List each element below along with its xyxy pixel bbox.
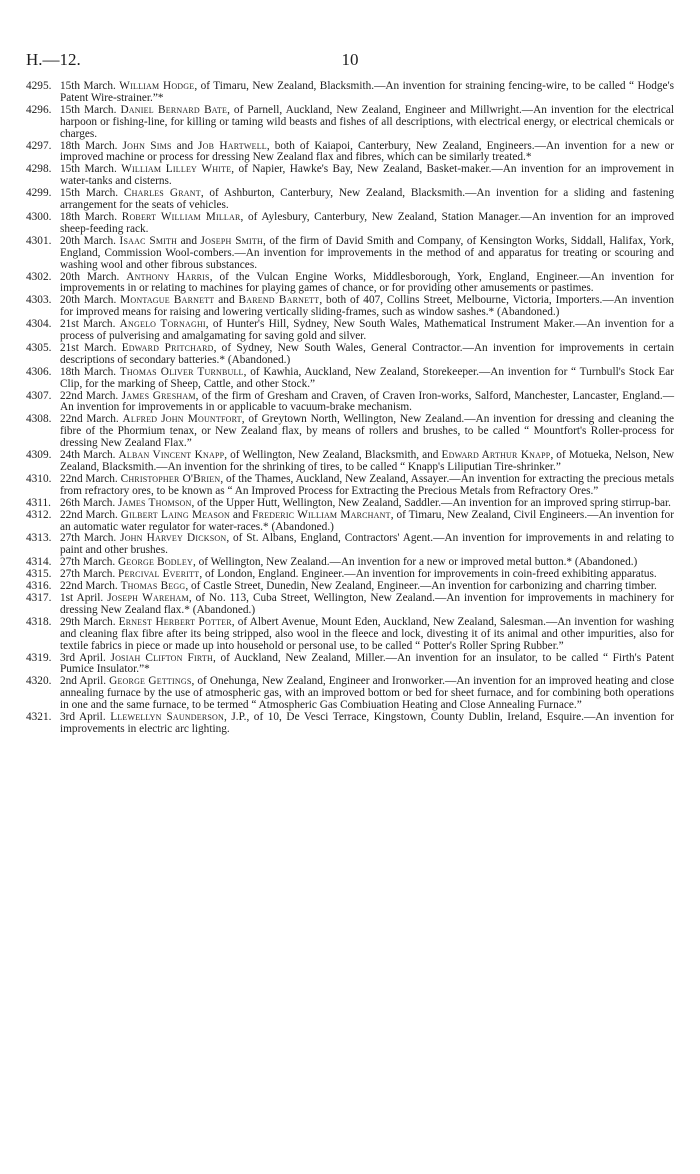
patent-entry (26, 81, 674, 105)
applicant-name: Montague Barnett (120, 294, 215, 307)
entry-date: 15th March. (60, 103, 117, 116)
entry-number: 4301. (26, 234, 52, 247)
patent-entry (26, 593, 674, 617)
entry-date: 27th March. (60, 532, 117, 545)
entry-number: 4297. (26, 139, 52, 152)
patent-entry (26, 141, 674, 165)
entry-description: , of Kawhia, Auckland, New Zealand, Storekeeper.—An invention for “ Turnbull's Stock Ear Clip, for the marking of Sheep, Cattle, and other Stock.” (60, 365, 674, 390)
applicant-name: James Gresham (121, 389, 196, 402)
document-reference: H.—12. (26, 50, 81, 69)
applicant-name: Ernest Herbert Potter (118, 615, 232, 628)
applicant-name: Llewellyn Saunderson (110, 711, 224, 724)
entry-description: , of Onehunga, New Zealand, Engineer and Ironworker.—An invention for an improved heating and close annealing furnace by the use of atmospheric gas, with an improved bottom or bed for sheet furnace, and for combining both operations in one and the same furnace, to be termed “ Atmospheric Gas Combiuation Heating and Close Annealing Furnace.” (60, 675, 675, 712)
entry-date: 3rd April. (60, 651, 106, 664)
entry-number: 4316. (26, 580, 52, 593)
patent-entry (26, 272, 674, 296)
entry-date: 1st April. (60, 591, 104, 604)
entry-date: 2nd April. (60, 675, 107, 688)
entry-date: 3rd April. (60, 711, 106, 724)
entry-date: 24th March. (60, 449, 116, 462)
applicant-name: Job Hartwell (198, 139, 267, 152)
entry-date: 22nd March. (60, 472, 118, 485)
entry-date: 29th March. (60, 615, 116, 628)
applicant-name: Gilbert Laing Meason (120, 508, 230, 521)
patent-entry (26, 450, 674, 474)
entry-date: 22nd March. (60, 389, 119, 402)
applicant-name: Alfred John Mountfort (122, 413, 242, 426)
entry-number: 4305. (26, 341, 52, 354)
entry-date: 20th March. (60, 234, 116, 247)
entry-number: 4310. (26, 472, 52, 485)
applicant-name: Barend Barnett (238, 294, 320, 307)
entry-description: , of Aylesbury, Canterbury, New Zealand, Station Manager.—An invention for an improved sheep-feeding rack. (60, 210, 675, 235)
applicant-name: Alban Vincent Knapp (118, 449, 225, 462)
entry-number: 4308. (26, 413, 52, 426)
name-separator: and (171, 139, 199, 152)
entry-description: , of Sydney, New South Wales, General Contractor.—An invention for improvements in certain descriptions of secondary batteries.* (Abandoned.) (60, 341, 675, 366)
applicant-name: Edward Pritchard (121, 341, 214, 354)
entry-description: , of Timaru, New Zealand, Civil Engineers.—An invention for an automatic water regulator for water-races.* (Abandoned.) (60, 508, 674, 533)
entry-description: , of London, England. Engineer.—An invention for improvements in coin-freed exhibiting apparatus. (199, 568, 657, 581)
entry-description: , both of 407, Collins Street, Melbourne, Victoria, Importers.—An invention for improved means for raising and lowering vertically sliding-frames, such as window sashes.* (Abandoned.) (60, 294, 675, 319)
entry-date: 27th March. (60, 568, 116, 581)
entry-description: , of Greytown North, Wellington, New Zealand.—An invention for dressing and cleaning the fibre of the Phormium tenax, or New Zealand flax, by means of rollers and brushes, to be called “ Mountfort's Roller-process for dressing New Zealand Flax.” (60, 413, 674, 450)
entry-number: 4315. (26, 568, 52, 581)
applicant-name: Isaac Smith (119, 234, 178, 247)
entry-description: , of Castle Street, Dunedin, New Zealand, Engineer.—An invention for carbonizing and charring timber. (185, 580, 657, 593)
entry-description: , J.P., of 10, De Vesci Terrace, Kingstown, County Dublin, Ireland, Esquire.—An invention for improvements in electric arc lighting. (60, 711, 674, 735)
page-number: 10 (341, 50, 359, 69)
entry-date: 21st March. (60, 318, 116, 331)
applicant-name: Daniel Bernard Bate (120, 103, 228, 116)
patent-entry (26, 367, 674, 391)
patent-entry (26, 188, 674, 212)
entry-number: 4317. (26, 591, 52, 604)
entry-description: , of Timaru, New Zealand, Blacksmith.—An invention for straining fencing-wire, to be called “ Hodge's Patent Wire-strainer.”* (60, 80, 675, 104)
patent-entry (26, 319, 674, 343)
patent-entry (26, 343, 674, 367)
entry-description: , of the Upper Hutt, Wellington, New Zealand, Saddler.—An invention for an improved spring stirrup-bar. (191, 496, 671, 509)
patent-entry (26, 533, 674, 557)
applicant-name: Thomas Oliver Turnbull (119, 365, 244, 378)
name-separator: , of Wellington, New Zealand, Blacksmith, and (224, 449, 442, 462)
patent-entry (26, 676, 674, 712)
entry-date: 18th March. (60, 365, 117, 378)
entry-description: , of Ashburton, Canterbury, New Zealand, Blacksmith.—An invention for a sliding and fastening arrangement for the seats of vehicles. (60, 187, 675, 212)
patent-entry (26, 414, 674, 450)
entry-number: 4296. (26, 103, 52, 116)
entry-number: 4302. (26, 270, 52, 283)
name-separator: and (229, 508, 253, 521)
patent-entry (26, 617, 674, 653)
entry-number: 4303. (26, 294, 52, 307)
applicant-name: Frederic William Marchant (252, 508, 391, 521)
entry-number: 4313. (26, 532, 52, 545)
entry-number: 4304. (26, 318, 52, 331)
patent-entry (26, 212, 674, 236)
page-header (26, 50, 674, 74)
patent-entry (26, 105, 674, 141)
name-separator: and (177, 234, 201, 247)
entry-date: 15th March. (60, 187, 119, 200)
entry-number: 4307. (26, 389, 52, 402)
applicant-name: Josiah Clifton Firth (110, 651, 213, 664)
patent-entry (26, 712, 674, 736)
applicant-name: Joseph Smith (200, 234, 263, 247)
applicant-name: William Lilley White (121, 163, 232, 176)
entry-number: 4320. (26, 675, 52, 688)
entry-number: 4306. (26, 365, 52, 378)
entry-number: 4321. (26, 711, 52, 724)
entry-number: 4300. (26, 210, 52, 223)
entry-description: , of Wellington, New Zealand.—An invention for a new or improved metal button.* (Abandoned.) (192, 556, 638, 569)
entry-description: , of Napier, Hawke's Bay, New Zealand, Basket-maker.—An invention for an improvement in water-tanks and cisterns. (60, 163, 675, 188)
patent-entry (26, 510, 674, 534)
patent-entry (26, 164, 674, 188)
entry-date: 22nd March. (60, 413, 119, 426)
applicant-name: Anthony Harris (126, 270, 210, 283)
entry-number: 4314. (26, 556, 52, 569)
applicant-name: James Thomson (118, 496, 192, 509)
entry-description: , of Parnell, Auckland, New Zealand, Engineer and Millwright.—An invention for the electrical harpoon or fishing-line, for killing or taming wild beasts and fishes of all descriptions, with electrical energy, or electrical chemicals or charges. (60, 103, 675, 140)
applicant-name: Angelo Tornaghi (119, 318, 206, 331)
applicant-name: George Gettings (109, 675, 192, 688)
entry-date: 20th March. (60, 270, 120, 283)
patent-entry (26, 236, 674, 272)
entry-description: , of Hunter's Hill, Sydney, New South Wales, Mathematical Instrument Maker.—An invention for a process of pulverising and amalgamating for saving gold and silver. (60, 318, 674, 343)
entry-description: , both of Kaiapoi, Canterbury, New Zealand, Engineers.—An invention for a new or improved machine or process for dressing New Zealand flax and fibres, which can be similarly treated.* (60, 139, 675, 164)
entry-date: 18th March. (60, 210, 118, 223)
entry-date: 20th March. (60, 294, 117, 307)
applicant-name: Edward Arthur Knapp (441, 449, 551, 462)
entry-date: 22nd March. (60, 580, 118, 593)
entry-number: 4319. (26, 651, 52, 664)
entry-date: 21st March. (60, 341, 117, 354)
patent-entry (26, 474, 674, 498)
entry-description: , of Motueka, Nelson, New Zealand, Blacksmith.—An invention for the shrinking of tires, to be called “ Knapp's Liliputian Tire-shrinker.” (60, 449, 675, 473)
entry-date: 15th March. (60, 80, 116, 92)
entry-number: 4309. (26, 449, 52, 462)
applicant-name: George Bodley (118, 556, 193, 569)
entry-number: 4298. (26, 163, 52, 176)
entry-number: 4318. (26, 615, 52, 628)
entry-date: 18th March. (60, 139, 118, 152)
entry-description: , of the firm of Gresham and Craven, of Craven Iron-works, Salford, Manchester, Lancaster, England.—An invention for improvements in or applicable to vacuum-brake mechanism. (60, 389, 675, 414)
entry-date: 26th March. (60, 496, 116, 509)
patent-entry (26, 295, 674, 319)
entry-number: 4312. (26, 508, 52, 521)
applicant-name: John Harvey Dickson (120, 532, 227, 545)
applicant-name: Robert William Millar (121, 210, 241, 223)
applicant-name: Joseph Wareham (107, 591, 189, 604)
applicant-name: Thomas Begg (120, 580, 186, 593)
entry-description: , of Auckland, New Zealand, Miller.—An invention for an insulator, to be called “ Firth's Patent Pumice Insulator.”* (60, 651, 674, 676)
entry-number: 4299. (26, 187, 52, 200)
entry-description: , of St. Albans, England, Contractors' Agent.—An invention for improvements in and relating to paint and other brushes. (60, 532, 675, 557)
entry-number: 4295. (26, 80, 52, 92)
patent-entry (26, 653, 674, 677)
patent-entry (26, 391, 674, 415)
applicant-name: Percival Everitt (118, 568, 200, 581)
applicant-name: Christopher O'Brien (120, 472, 221, 485)
patent-list (26, 81, 674, 736)
entry-description: , of the Vulcan Engine Works, Middlesborough, York, England, Engineer.—An invention for improvements in or relating to machines for playing games of chance, or for providing other amusements or pastimes. (60, 270, 675, 295)
entry-description: , of the Thames, Auckland, New Zealand, Assayer.—An invention for extracting the precious metals from refractory ores, to be known as “ An Improved Process for Extracting the Precious Metals from Refractory Ores.” (60, 472, 674, 497)
applicant-name: Charles Grant (123, 187, 201, 200)
entry-number: 4311. (26, 496, 51, 509)
applicant-name: William Hodge (119, 80, 195, 92)
entry-description: , of the firm of David Smith and Company, of Kensington Works, Siddall, Halifax, York, England, Commission Wool-combers.—An invention for improvements in the method of and apparatus for treating or scouring and washing wool and other fibrous substances. (60, 234, 674, 271)
entry-description: , of No. 113, Cuba Street, Wellington, New Zealand.—An invention for improvements in machinery for dressing New Zealand flax.* (Abandoned.) (60, 591, 674, 616)
applicant-name: John Sims (122, 139, 172, 152)
name-separator: and (214, 294, 239, 307)
entry-date: 15th March. (60, 163, 117, 176)
entry-date: 27th March. (60, 556, 116, 569)
entry-date: 22nd March. (60, 508, 118, 521)
entry-description: , of Albert Avenue, Mount Eden, Auckland, New Zealand, Salesman.—An invention for washing and cleaning flax fibre after its being stripped, also wool in the fleece and lock, divesting it of its animal and other impurities, also for textile fabrics in piece or made up into household or personal use, to be called “ Potter's Roller Spring Rubber.” (60, 615, 674, 652)
